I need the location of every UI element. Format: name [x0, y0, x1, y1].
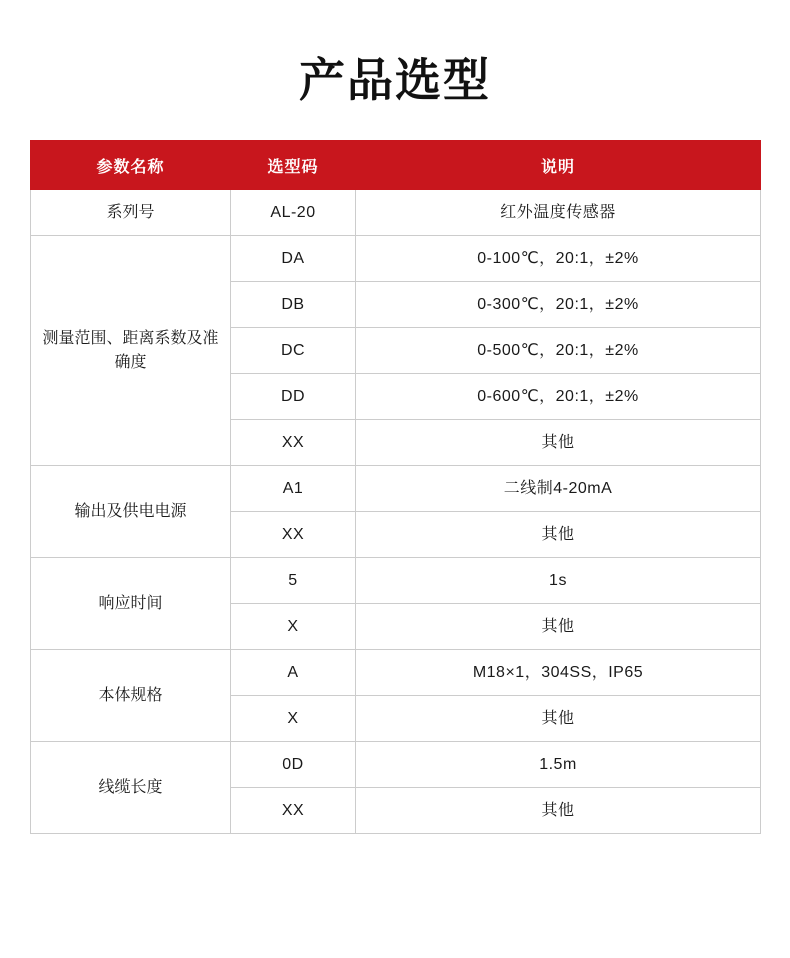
description-cell: M18×1，304SS，IP65 — [356, 650, 761, 696]
description-cell: 0-100℃，20:1，±2% — [356, 236, 761, 282]
table-row — [31, 558, 761, 604]
description-cell: 1s — [356, 558, 761, 604]
table-body — [31, 190, 761, 834]
param-name-cell: 线缆长度 — [31, 742, 231, 834]
table-header-row — [31, 141, 761, 190]
selection-code-cell: AL-20 — [231, 190, 356, 236]
table-header — [31, 141, 761, 190]
description-cell: 0-600℃，20:1，±2% — [356, 374, 761, 420]
param-name-cell: 响应时间 — [31, 558, 231, 650]
column-header-code: 选型码 — [231, 141, 356, 190]
column-header-desc: 说明 — [356, 141, 761, 190]
description-cell: 其他 — [356, 420, 761, 466]
selection-code-cell: A — [231, 650, 356, 696]
table-row — [31, 466, 761, 512]
selection-code-cell: X — [231, 696, 356, 742]
selection-code-cell: 5 — [231, 558, 356, 604]
page-title: 产品选型 — [299, 53, 491, 107]
column-header-param: 参数名称 — [31, 141, 231, 190]
table-row — [31, 650, 761, 696]
selection-code-cell: A1 — [231, 466, 356, 512]
description-cell: 其他 — [356, 788, 761, 834]
description-cell: 1.5m — [356, 742, 761, 788]
param-name-cell: 输出及供电电源 — [31, 466, 231, 558]
selection-code-cell: DD — [231, 374, 356, 420]
selection-code-cell: XX — [231, 512, 356, 558]
selection-code-cell: DB — [231, 282, 356, 328]
product-selection-table — [30, 140, 761, 834]
spec-table-container — [0, 140, 790, 834]
selection-code-cell: XX — [231, 788, 356, 834]
selection-code-cell: DA — [231, 236, 356, 282]
description-cell: 其他 — [356, 512, 761, 558]
param-name-cell: 测量范围、距离系数及准确度 — [31, 236, 231, 466]
description-cell: 红外温度传感器 — [356, 190, 761, 236]
table-row — [31, 190, 761, 236]
selection-code-cell: XX — [231, 420, 356, 466]
param-name-cell: 本体规格 — [31, 650, 231, 742]
selection-code-cell: 0D — [231, 742, 356, 788]
description-cell: 0-300℃，20:1，±2% — [356, 282, 761, 328]
description-cell: 其他 — [356, 604, 761, 650]
description-cell: 0-500℃，20:1，±2% — [356, 328, 761, 374]
description-cell: 其他 — [356, 696, 761, 742]
param-name-cell: 系列号 — [31, 190, 231, 236]
table-row — [31, 236, 761, 282]
description-cell: 二线制4-20mA — [356, 466, 761, 512]
selection-code-cell: DC — [231, 328, 356, 374]
selection-code-cell: X — [231, 604, 356, 650]
table-row — [31, 742, 761, 788]
